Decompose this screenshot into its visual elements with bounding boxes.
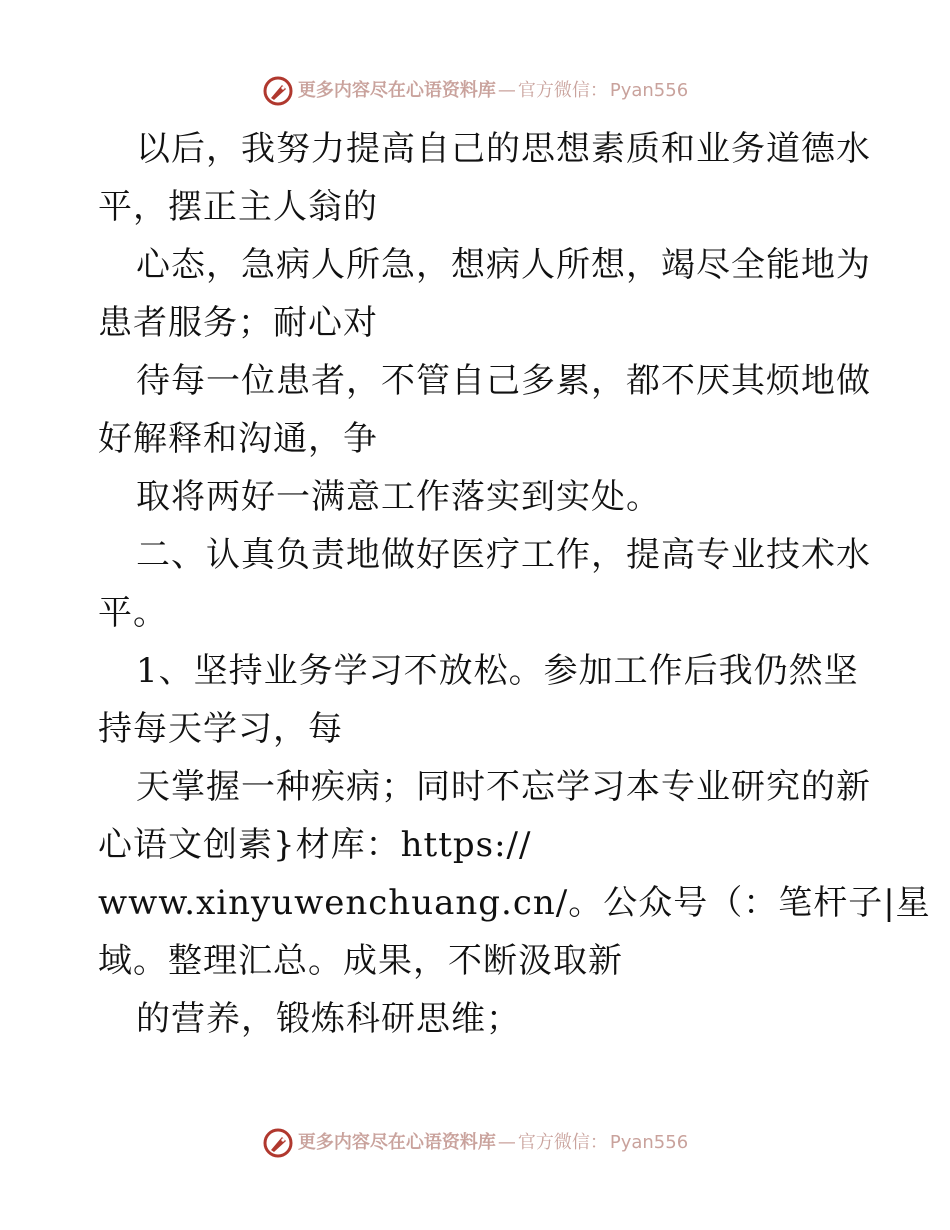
text-line: 心语文创素}材库：https:// bbox=[98, 825, 532, 865]
text-line: 以后，我努力提高自己的思想素质和业务道德水 bbox=[136, 129, 871, 169]
watermark-wechat-label: 官方微信： bbox=[517, 1132, 608, 1153]
text-line: 的营养，锻炼科研思维； bbox=[136, 999, 521, 1039]
document-body bbox=[98, 120, 931, 1048]
pen-nib-circle-icon bbox=[262, 1127, 294, 1159]
text-line: 心态，急病人所急，想病人所想，竭尽全能地为 bbox=[136, 245, 871, 285]
text-line: 平。 bbox=[98, 593, 168, 633]
watermark-wechat-id: Pyan556 bbox=[609, 1132, 689, 1153]
watermark-wechat-label: 官方微信： bbox=[517, 80, 608, 101]
text-line: 平，摆正主人翁的 bbox=[98, 187, 378, 227]
text-line: 待每一位患者，不管自己多累，都不厌其烦地做 bbox=[136, 361, 871, 401]
watermark-main-text: 更多内容尽在心语资料库 bbox=[297, 1132, 496, 1153]
text-line: 1、坚持业务学习不放松。参加工作后我仍然坚 bbox=[136, 651, 859, 691]
watermark-wechat-id: Pyan556 bbox=[609, 80, 689, 101]
text-line: 持每天学习，每 bbox=[98, 709, 343, 749]
header-watermark bbox=[0, 75, 950, 107]
watermark-dash: — bbox=[497, 1132, 516, 1153]
text-line: 二、认真负责地做好医疗工作，提高专业技术水 bbox=[136, 535, 871, 575]
watermark-main-text: 更多内容尽在心语资料库 bbox=[297, 80, 496, 101]
text-line: 患者服务；耐心对 bbox=[98, 303, 378, 343]
text-line: www.xinyuwenchuang.cn/。公众号（：笔杆子|星 bbox=[98, 883, 931, 923]
footer-watermark bbox=[0, 1127, 950, 1159]
pen-nib-circle-icon bbox=[262, 75, 294, 107]
text-line: 取将两好一满意工作落实到实处。 bbox=[136, 477, 661, 517]
text-line: 天掌握一种疾病；同时不忘学习本专业研究的新 bbox=[136, 767, 871, 807]
watermark-dash: — bbox=[497, 80, 516, 101]
text-line: 好解释和沟通，争 bbox=[98, 419, 378, 459]
text-line: 域。整理汇总。成果，不断汲取新 bbox=[98, 941, 623, 981]
